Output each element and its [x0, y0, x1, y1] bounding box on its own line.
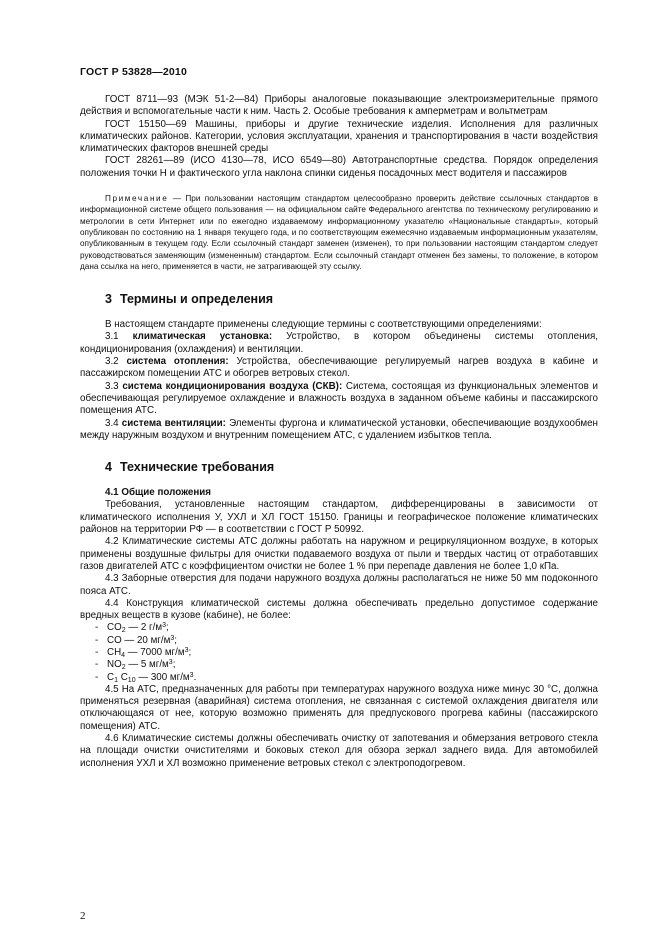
term-3-2: 3.2 система отопления: Устройства, обеспечивающие регулируемый нагрев воздуха в кабине и пассажирском помещении АТС и обогрев ветровых стекол. — [80, 356, 598, 380]
running-header: ГОСТ Р 53828—2010 — [80, 66, 188, 78]
reference-gost-8711: ГОСТ 8711—93 (МЭК 51-2—84) Приборы аналоговые показывающие электроизмерительные прямого действия и вспомогательные части к ним. Часть 2. Особые требования к амперметрам и вольтметрам — [80, 94, 598, 118]
term-3-4: 3.4 система вентиляции: Элементы фургона и климатической установки, обеспечивающие воздухообмен между наружным воздухом и внутренним помещением АТС, с удалением избытков тепла. — [80, 417, 598, 441]
list-item-co2: - $CO_2$ — 2 $г/м^3$; — [95, 622, 169, 635]
section-3-heading: 3 Термины и определения — [105, 292, 274, 307]
term-3-3: 3.3 система кондиционирования воздуха (СКВ): Система, состоящая из функциональных элементов и обеспечивающая регулируемое охлаждение и влажность воздуха в заданном объеме кабины и пассажирского помещения АТС. — [80, 380, 598, 417]
reference-gost-15150: ГОСТ 15150—69 Машины, приборы и другие технические изделия. Исполнения для различных климатических районов. Категории, условия эксплуатации, хранения и транспортирования в части воздействия климатических факторов внешней среды — [80, 118, 598, 155]
reference-gost-28261: ГОСТ 28261—89 (ИСО 4130—78, ИСО 6549—80) Автотранспортные средства. Порядок определения положения точки Н и фактического угла наклона спинки сиденья посадочных мест водителя и пассажиров — [80, 155, 598, 179]
note-paragraph — [80, 193, 598, 272]
paragraph-4-5: 4.5 На АТС, предназначенных для работы при температурах наружного воздуха ниже минус 30 °С, должна применяться резервная (аварийная) система отопления, не связанная с системой охлаждения двигателя или отключающаяся от нее, которую возможно применять для предпускового прогрева кабины (пассажирского помещения) АТС. — [80, 683, 598, 732]
paragraph-4-3: 4.3 Заборные отверстия для подачи наружного воздуха должны располагаться не ниже 50 мм подоконного пояса АТС. — [80, 573, 598, 597]
paragraph-4-1: Требования, установленные настоящим стандартом, дифференцированы в зависимости от климатического исполнения У, УХЛ и ХЛ ГОСТ 15150. Границы и географическое положение климатических районов на территории РФ — в соответствии с ГОСТ Р 50992. — [80, 499, 598, 536]
section-4-heading: 4 Технические требования — [105, 460, 275, 475]
page-number: 2 — [80, 910, 86, 922]
subsection-4-1-heading: 4.1 Общие положения — [105, 487, 212, 499]
note-label: Примечание — [105, 194, 169, 204]
list-item-co: - CO — 20 $мг/м^3$; — [95, 634, 177, 646]
note-text: — При пользовании настоящим стандартом целесообразно проверить действие ссылочных стандартов в информационной системе общего пользования — на официальном сайте Федерального агентства по техническому регулированию и метрологии в сети Интернет или по ежегодно издаваемому информационному указателю «Национальные стандарты», который опубликован по состоянию на 1 января текущего года, и по соответствующим ежемесячно издаваемым информационным указателям, опубликованным в текущем году. Если ссылочный стандарт заменен (изменен), то при пользовании настоящим стандартом следует руководствоваться заменяющим (измененным) стандартом. Если ссылочный стандарт отменен без замены, то положение, в котором дана ссылка на него, применяется в части, не затрагивающей эту ссылку. — [80, 194, 598, 271]
list-item-no2: - $NO_2$ — 5 $мг/м^3$; — [95, 659, 176, 672]
list-item-c1-c10: - $C_1$ $C_{10}$ — 300 $мг/м^3$. — [95, 671, 197, 684]
section-3-intro: В настоящем стандарте применены следующие термины с соответствующими определениями: — [105, 319, 542, 331]
paragraph-4-2: 4.2 Климатические системы АТС должны работать на наружном и рециркуляционном воздухе, в которых применены воздушные фильтры для очистки подаваемого воздуха от пыли и твердых частиц от отработавших газов двигателей АТС с коэффициентом очистки не более 1 % при перепаде давления не более 1,0 кПа. — [80, 536, 598, 572]
term-3-1: 3.1 климатическая установка: Устройство, в котором объединены системы отопления, кондиционирования (охлаждения) и вентиляции. — [80, 331, 598, 355]
paragraph-4-4: 4.4 Конструкция климатической системы должна обеспечивать предельно допустимое содержание вредных веществ в кузове (кабине), не более: — [80, 597, 598, 622]
paragraph-4-6: 4.6 Климатические системы должны обеспечивать очистку от запотевания и обмерзания ветрового стекла на площади очистки очистителями и боковых стекол для обзора зеркал заднего вида. Для автомобилей исполнения УХЛ и ХЛ возможно применение ветровых стекол с электроподогревом. — [80, 733, 598, 769]
list-item-ch4: - $CH_4$ — 7000 $мг/м^3$; — [95, 646, 192, 659]
page-content — [80, 94, 598, 770]
